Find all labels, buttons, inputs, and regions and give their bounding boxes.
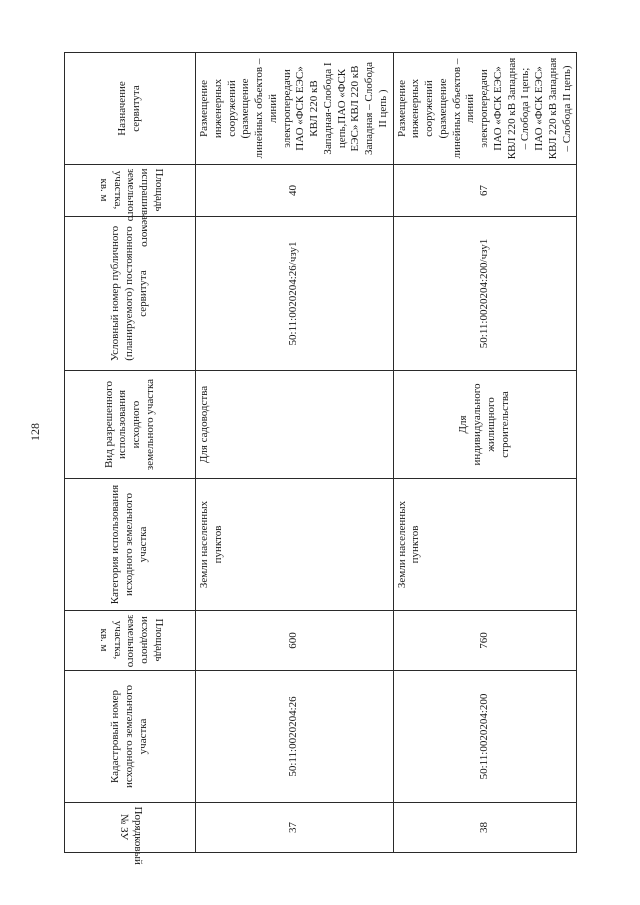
cell-purpose: Размещение инженерных сооружений (размещение линейных объектов – линий электропередачи ПАО «ФСК ЕЭС» КВЛ 220 кВ Западная – Слобода I цепь; ПАО «ФСК ЕЭС» КВЛ 220 кВ Западная – Слобода II цепь): [393, 53, 577, 165]
page-number: 128: [28, 423, 42, 441]
header-category: Категория использования исходного земельного участка: [65, 479, 196, 611]
header-area: Площадь исходного земельного участка, кв. м: [65, 611, 196, 671]
header-cadastral: Кадастровый номер исходного земельного участка: [65, 671, 196, 803]
cell-category: Земли населенных пунктов: [393, 479, 577, 611]
cell-use: Для садоводства: [196, 371, 394, 479]
cell-servitude-id: 50:11:0020204:200/чзу1: [393, 217, 577, 371]
cell-area: 760: [393, 611, 577, 671]
rotated-table-container: [64, 53, 574, 866]
cell-num: 38: [393, 803, 577, 853]
table-row: [196, 53, 394, 853]
table-row: [393, 53, 577, 853]
header-use: Вид разрешенного использования исходного земельного участка: [65, 371, 196, 479]
cell-use: Для индивидуального жилищного строительства: [393, 371, 577, 479]
cell-cadastral: 50:11:0020204:26: [196, 671, 394, 803]
cell-servitude-area: 67: [393, 165, 577, 217]
header-purpose: Назначение сервитута: [65, 53, 196, 165]
cell-servitude-area: 40: [196, 165, 394, 217]
cell-category: Земли населенных пунктов: [196, 479, 394, 611]
header-servitude-area: Площадь испрашиваемого земельного участка, кв. м: [65, 165, 196, 217]
cell-area: 600: [196, 611, 394, 671]
cell-servitude-id: 50:11:0020204:26/чзу1: [196, 217, 394, 371]
header-servitude-id: Условный номер публичного (планируемого) постоянного сервитута: [65, 217, 196, 371]
cell-cadastral: 50:11:0020204:200: [393, 671, 577, 803]
servitude-table: [64, 52, 577, 866]
header-num: Порядковый № ЗУ: [65, 803, 196, 853]
header-row: [65, 53, 196, 853]
cell-num: 37: [196, 803, 394, 853]
cell-purpose: Размещение инженерных сооружений (размещение линейных объектов – линий электропередачи ПАО «ФСК ЕЭС» КВЛ 220 кВ Западная-Слобода I цепь,ПАО «ФСК ЕЭС» КВЛ 220 кВ Западная – Слобода II цепь ): [196, 53, 394, 165]
